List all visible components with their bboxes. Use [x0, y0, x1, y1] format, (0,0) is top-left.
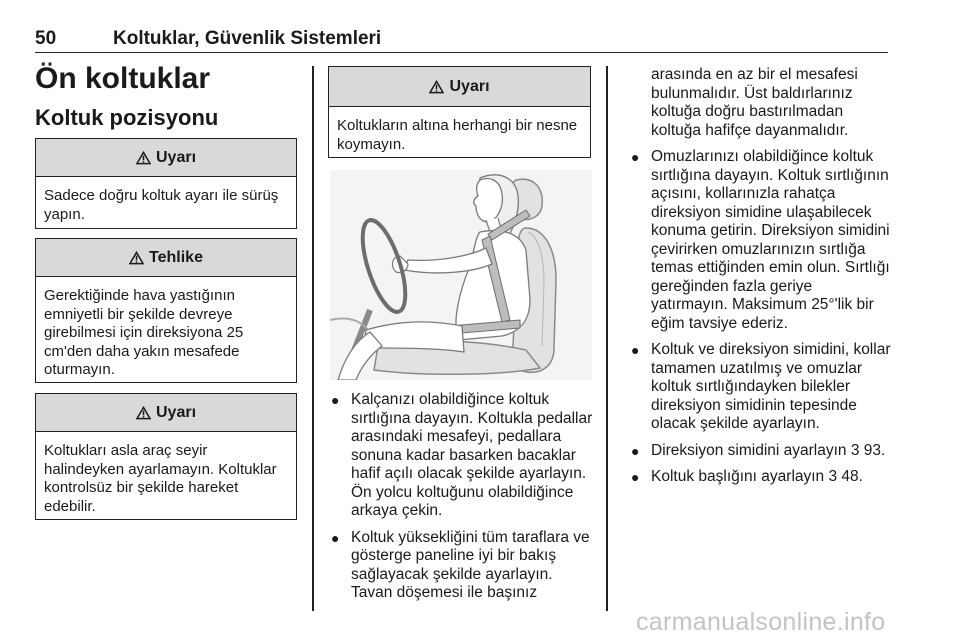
danger-header — [36, 239, 296, 277]
warning-triangle-icon — [429, 80, 444, 94]
list-item: ● Direksiyon simidini ayarlayın 3 93. — [631, 441, 886, 459]
middle-column-text — [330, 391, 595, 611]
list-item: ● Koltuk yüksekliğini tüm taraflara ve gösterge paneline iyi bir bakış sağlayacak şekilde ayarlayın. Tavan döşemesi ile başınız — [331, 528, 590, 601]
warning-header — [36, 139, 296, 177]
danger-text: Gerektiğinde hava yastığının emniyetli bir şekilde devreye girebilmesi için direksiyona 25 cm'den daha yakın mesafede oturmayın. — [44, 287, 244, 378]
page-title: Ön koltuklar — [35, 62, 211, 95]
right-column-text — [630, 66, 893, 495]
list-item: ● Koltuk ve direksiyon simidini, kollar tamamen uzatılmış ve omuzlar koltuk sırtlığındayken bilekler direksiyon simidinin tepesinde olacak şekilde ayarlayın. — [631, 341, 891, 432]
bullet-dot: ● — [331, 529, 340, 546]
warning-header — [36, 394, 296, 432]
danger-box — [35, 238, 297, 383]
bullet-dot: ● — [631, 442, 640, 459]
warning-box — [35, 393, 297, 520]
seat-position-illustration — [330, 170, 592, 380]
watermark: carmanualsonline.info — [636, 608, 886, 636]
page-header — [35, 18, 888, 53]
continuation-paragraph: arasında en az bir el mesafesi bulunmalıdır. Üst baldırlarınız koltuğa doğru bastırılmadan koltuğa hafifçe dayanmalıdır. — [651, 66, 858, 139]
warning-label: Uyarı — [155, 403, 197, 421]
bullet-dot: ● — [631, 149, 640, 165]
page-number: 50 — [35, 28, 57, 49]
warning-text: Sadece doğru koltuk ayarı ile sürüş yapın. — [44, 187, 279, 223]
warning-text: Koltukları asla araç seyir halindeyken ayarlamayın. Koltuklar kontrolsüz bir şekilde hareket edebilir. — [44, 442, 277, 515]
list-item: ● Koltuk başlığını ayarlayın 3 48. — [631, 468, 863, 485]
column-divider — [606, 66, 608, 611]
warning-label: Uyarı — [449, 77, 490, 95]
list-item: ● Omuzlarınızı olabildiğince koltuk sırtlığına dayayın. Koltuk sırtlığının açısını, kollarınızla rahatça direksiyon simidine ulaşabilecek konuma getirin. Direksiyon simidini çevirirken omuzlarınızın sırtlığa temas ettiğinden emin olun. Sırtlığı gereğinden fazla geriye yatırmayın. Maksimum 25°'lik bir eğim tavsiye ederiz. — [631, 148, 890, 332]
bullet-dot: ● — [631, 342, 640, 358]
danger-label: Tehlike — [149, 248, 203, 266]
warning-box — [328, 66, 591, 158]
section-subtitle: Koltuk pozisyonu — [35, 105, 219, 130]
warning-header — [329, 67, 590, 107]
warning-label: Uyarı — [155, 148, 197, 166]
warning-triangle-icon — [129, 251, 144, 265]
section-title: Koltuklar, Güvenlik Sistemleri — [113, 28, 382, 49]
bullet-dot: ● — [631, 469, 640, 485]
warning-text: Koltukların altına herhangi bir nesne koymayın. — [337, 117, 578, 153]
warning-triangle-icon — [136, 151, 151, 165]
column-divider — [312, 66, 314, 611]
warning-box — [35, 138, 297, 229]
warning-triangle-icon — [136, 406, 151, 420]
bullet-dot: ● — [331, 392, 340, 408]
list-item: ● Kalçanızı olabildiğince koltuk sırtlığına dayayın. Koltukla pedallar arasındaki mesafeyi, pedallara sonuna kadar basarken bacaklar hafif açılı olacak şekilde ayarlayın. Ön yolcu koltuğunu olabildiğince arkaya çekin. — [331, 391, 593, 519]
